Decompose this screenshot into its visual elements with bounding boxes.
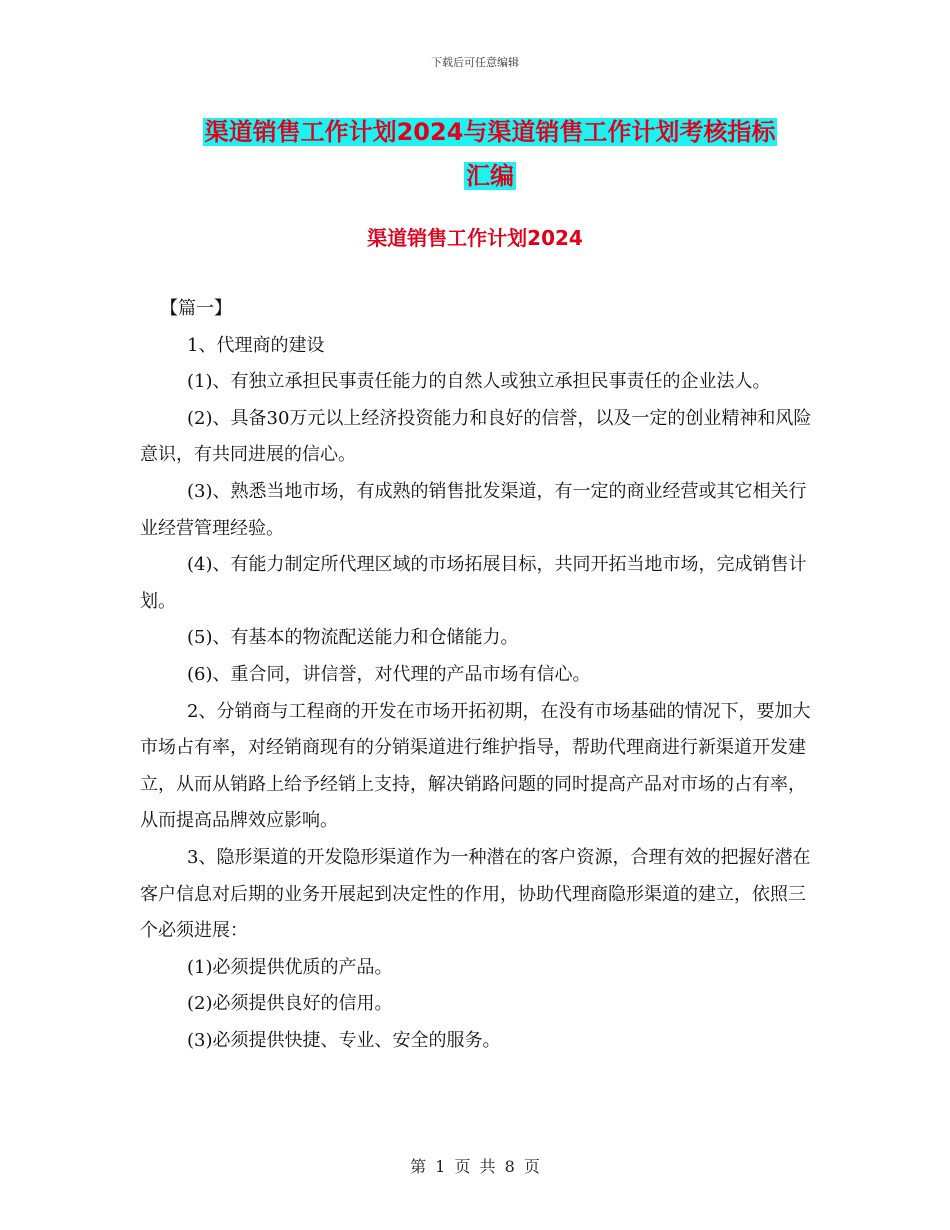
paragraph: 2、分销商与工程商的开发在市场开拓初期，在没有市场基础的情况下，要加大市场占有率，对经销商现有的分销渠道进行维护指导，帮助代理商进行新渠道开发建立，从而从销路上给予经销上支持，解决销路问题的同时提高产品对市场的占有率，从而提高品牌效应影响。 [140,700,811,832]
paragraph: (6)、重合同，讲信誉，对代理的产品市场有信心。 [187,663,591,685]
paragraph: (4)、有能力制定所代理区域的市场拓展目标，共同开拓当地市场，完成销售计划。 [140,554,807,612]
title-line-1: 渠道销售工作计划2024与渠道销售工作计划考核指标 [204,118,776,146]
paragraph: 1、代理商的建设 [187,334,325,356]
paragraph: 3、隐形渠道的开发隐形渠道作为一种潜在的客户资源，合理有效的把握好潜在客户信息对后期的业务开展起到决定性的作用，协助代理商隐形渠道的建立，依照三个必须进展： [140,846,811,942]
header-note: 下载后可任意编辑 [431,56,519,69]
document-title [140,110,840,198]
paragraph: (3)、熟悉当地市场，有成熟的销售批发渠道，有一定的商业经营或其它相关行业经营管理经验。 [140,480,807,539]
page-footer: 第 1 页 共 8 页 [410,1157,540,1176]
paragraph: (5)、有基本的物流配送能力和仓储能力。 [187,627,519,649]
paragraph: (2)必须提供良好的信用。 [187,993,393,1015]
title-line-2: 汇编 [466,162,514,190]
paragraph: (3)必须提供快捷、专业、安全的服务。 [187,1029,501,1051]
paragraph: (2)、具备30万元以上经济投资能力和良好的信誉，以及一定的创业精神和风险意识，有共同进展的信心。 [140,407,812,466]
document-body [140,291,812,1059]
paragraph: (1)、有独立承担民事责任能力的自然人或独立承担民事责任的企业法人。 [187,371,771,393]
section-title: 渠道销售工作计划2024 [367,226,583,250]
section-label: 【篇一】 [160,298,232,319]
paragraph: (1)必须提供优质的产品。 [187,956,393,978]
